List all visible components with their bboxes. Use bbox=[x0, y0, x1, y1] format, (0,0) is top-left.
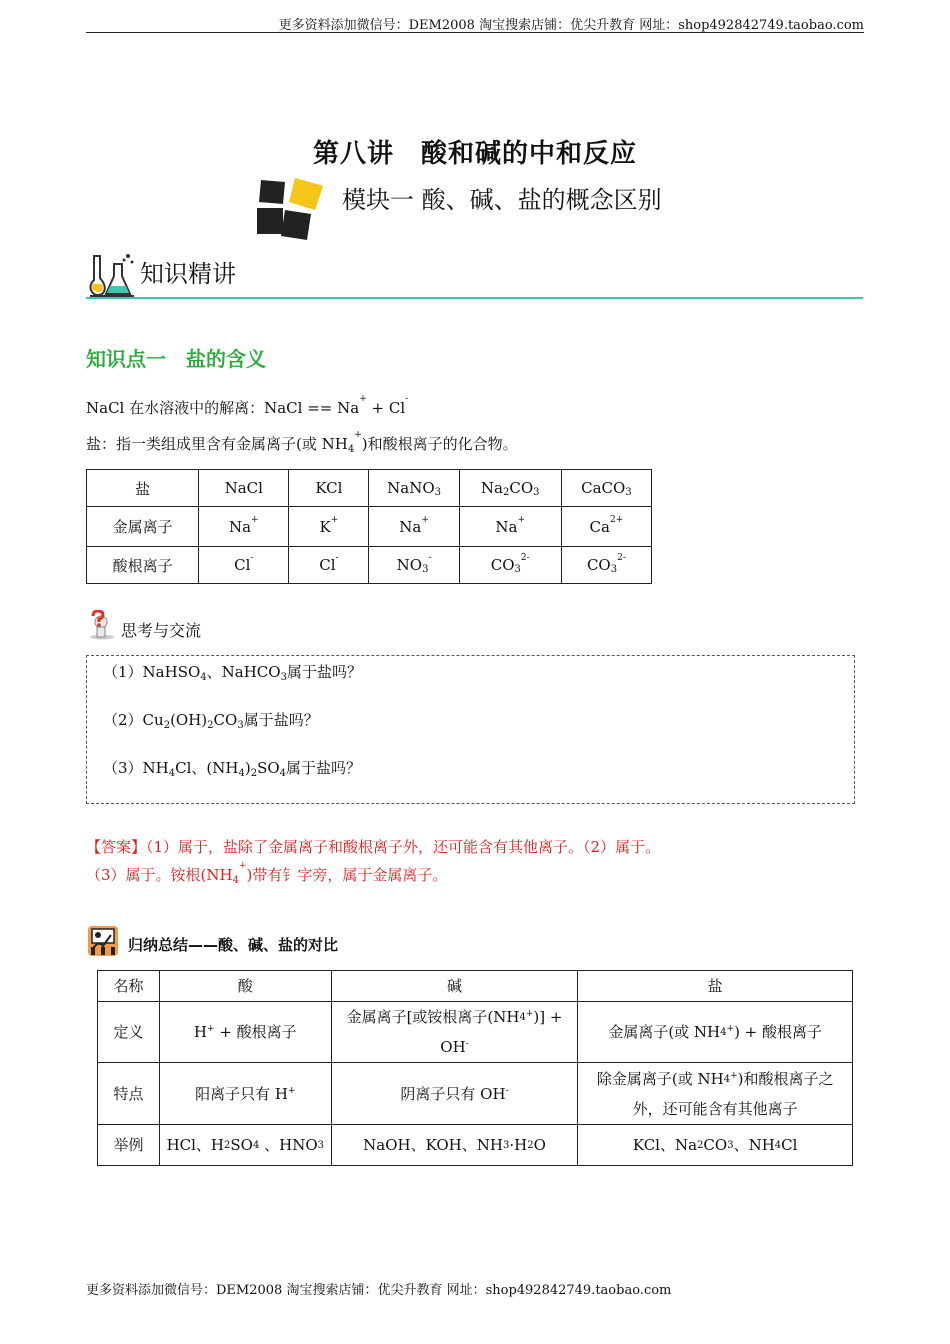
table-row bbox=[87, 547, 652, 584]
table-cell: Cl- bbox=[289, 547, 369, 584]
table-cell: NaOH、KOH、$NH_3\cdot H_2O$ bbox=[331, 1125, 578, 1166]
table-row bbox=[98, 1002, 853, 1063]
acid-base-salt-table bbox=[97, 970, 853, 1166]
question-3: $(3)NH_4Cl$、$(NH_4)_2SO_4$属于盐吗？ bbox=[103, 759, 362, 779]
answer-line-2: （3）属于。铵根$(NH_4^+)$带有钅字旁，属于金属离子。 bbox=[86, 861, 448, 886]
table-cell: Na+ bbox=[369, 507, 459, 547]
table-cell: $CO_3^{2-}$ bbox=[459, 547, 561, 584]
module-title: 模块一 酸、碱、盐的概念区别 bbox=[342, 186, 662, 214]
table-row bbox=[87, 507, 652, 547]
table-cell: Cl- bbox=[199, 547, 289, 584]
table-cell: 金属离子(或 $NH_4^+$) + 酸根离子 bbox=[578, 1002, 853, 1063]
salt-definition: 盐：指一类组成里含有金属离子(或 $NH_4^+$)和酸根离子的化合物。 bbox=[86, 430, 518, 455]
table-cell: 除金属离子(或 $NH_4^+$)和酸根离子之 外，还可能含有其他离子 bbox=[578, 1063, 853, 1125]
table-cell: K+ bbox=[289, 507, 369, 547]
table-row bbox=[98, 1063, 853, 1125]
table-cell: $Na_2CO_3$ bbox=[459, 470, 561, 507]
table-cell: $CO_3^{2-}$ bbox=[561, 547, 651, 584]
think-title: 思考与交流 bbox=[121, 621, 202, 640]
nacl-dissociation: NaCl 在水溶液中的解离：NaCl == Na+ + Cl- bbox=[86, 394, 409, 417]
lecture-title: 第八讲 酸和碱的中和反应 bbox=[312, 139, 637, 169]
footer-info: 更多资料添加微信号：DEM2008 淘宝搜索店铺：优尖升教育 网址：shop492842749.taobao.com bbox=[86, 1283, 672, 1298]
table-cell: H+ + 酸根离子 bbox=[159, 1002, 331, 1063]
table-cell: 盐 bbox=[578, 971, 853, 1002]
header-info: 更多资料添加微信号：DEM2008 淘宝搜索店铺：优尖升教育 网址：shop492842749.taobao.com bbox=[278, 18, 864, 33]
table-cell: 举例 bbox=[98, 1125, 160, 1166]
table-cell: 阳离子只有 H+ bbox=[159, 1063, 331, 1125]
table-cell: $NO_3^-$ bbox=[369, 547, 459, 584]
module-blocks-icon bbox=[255, 176, 327, 240]
table-cell: KCl bbox=[289, 470, 369, 507]
lab-flask-icon bbox=[86, 250, 136, 298]
table-cell: 酸 bbox=[159, 971, 331, 1002]
table-cell: 名称 bbox=[98, 971, 160, 1002]
table-row bbox=[98, 971, 853, 1002]
question-2: $(2)Cu_2(OH)_2CO_3$属于盐吗？ bbox=[103, 711, 319, 731]
table-cell: NaNO$_3$ bbox=[369, 470, 459, 507]
table-cell: 特点 bbox=[98, 1063, 160, 1125]
table-cell: 碱 bbox=[331, 971, 578, 1002]
table-cell: $Ca^{2+}$ bbox=[561, 507, 651, 547]
table-cell: HCl、$H_2SO_4$ 、$HNO_3$ bbox=[159, 1125, 331, 1166]
table-cell: 定义 bbox=[98, 1002, 160, 1063]
header-divider bbox=[86, 32, 864, 33]
table-row bbox=[87, 470, 652, 507]
table-cell: 金属离子 bbox=[87, 507, 199, 547]
table-cell: 酸根离子 bbox=[87, 547, 199, 584]
knowledge-point-title: 知识点一 盐的含义 bbox=[86, 347, 266, 371]
knowledge-title: 知识精讲 bbox=[140, 260, 236, 288]
question-1: （1）NaHSO$_4$、NaHCO$_3$属于盐吗？ bbox=[103, 663, 362, 683]
table-cell: 盐 bbox=[87, 470, 199, 507]
table-cell: CaCO$_3$ bbox=[561, 470, 651, 507]
answer-line-1: 【答案】（1）属于，盐除了金属离子和酸根离子外，还可能含有其他离子。（2）属于。 bbox=[86, 838, 661, 856]
section-divider bbox=[86, 297, 863, 299]
teacher-board-icon bbox=[87, 925, 119, 957]
table-cell: Na+ bbox=[199, 507, 289, 547]
question-figure-icon bbox=[86, 610, 116, 640]
summary-title: 归纳总结——酸、碱、盐的对比 bbox=[128, 936, 339, 954]
table-cell: NaCl bbox=[199, 470, 289, 507]
table-row bbox=[98, 1125, 853, 1166]
table-cell: 金属离子[或铵根离子$(NH_4^+)$] + OH- bbox=[331, 1002, 578, 1063]
table-cell: KCl、$Na_2CO_3$、$NH_4Cl$ bbox=[578, 1125, 853, 1166]
table-cell: 阴离子只有 OH- bbox=[331, 1063, 578, 1125]
table-cell: Na+ bbox=[459, 507, 561, 547]
salt-ions-table bbox=[86, 469, 652, 584]
